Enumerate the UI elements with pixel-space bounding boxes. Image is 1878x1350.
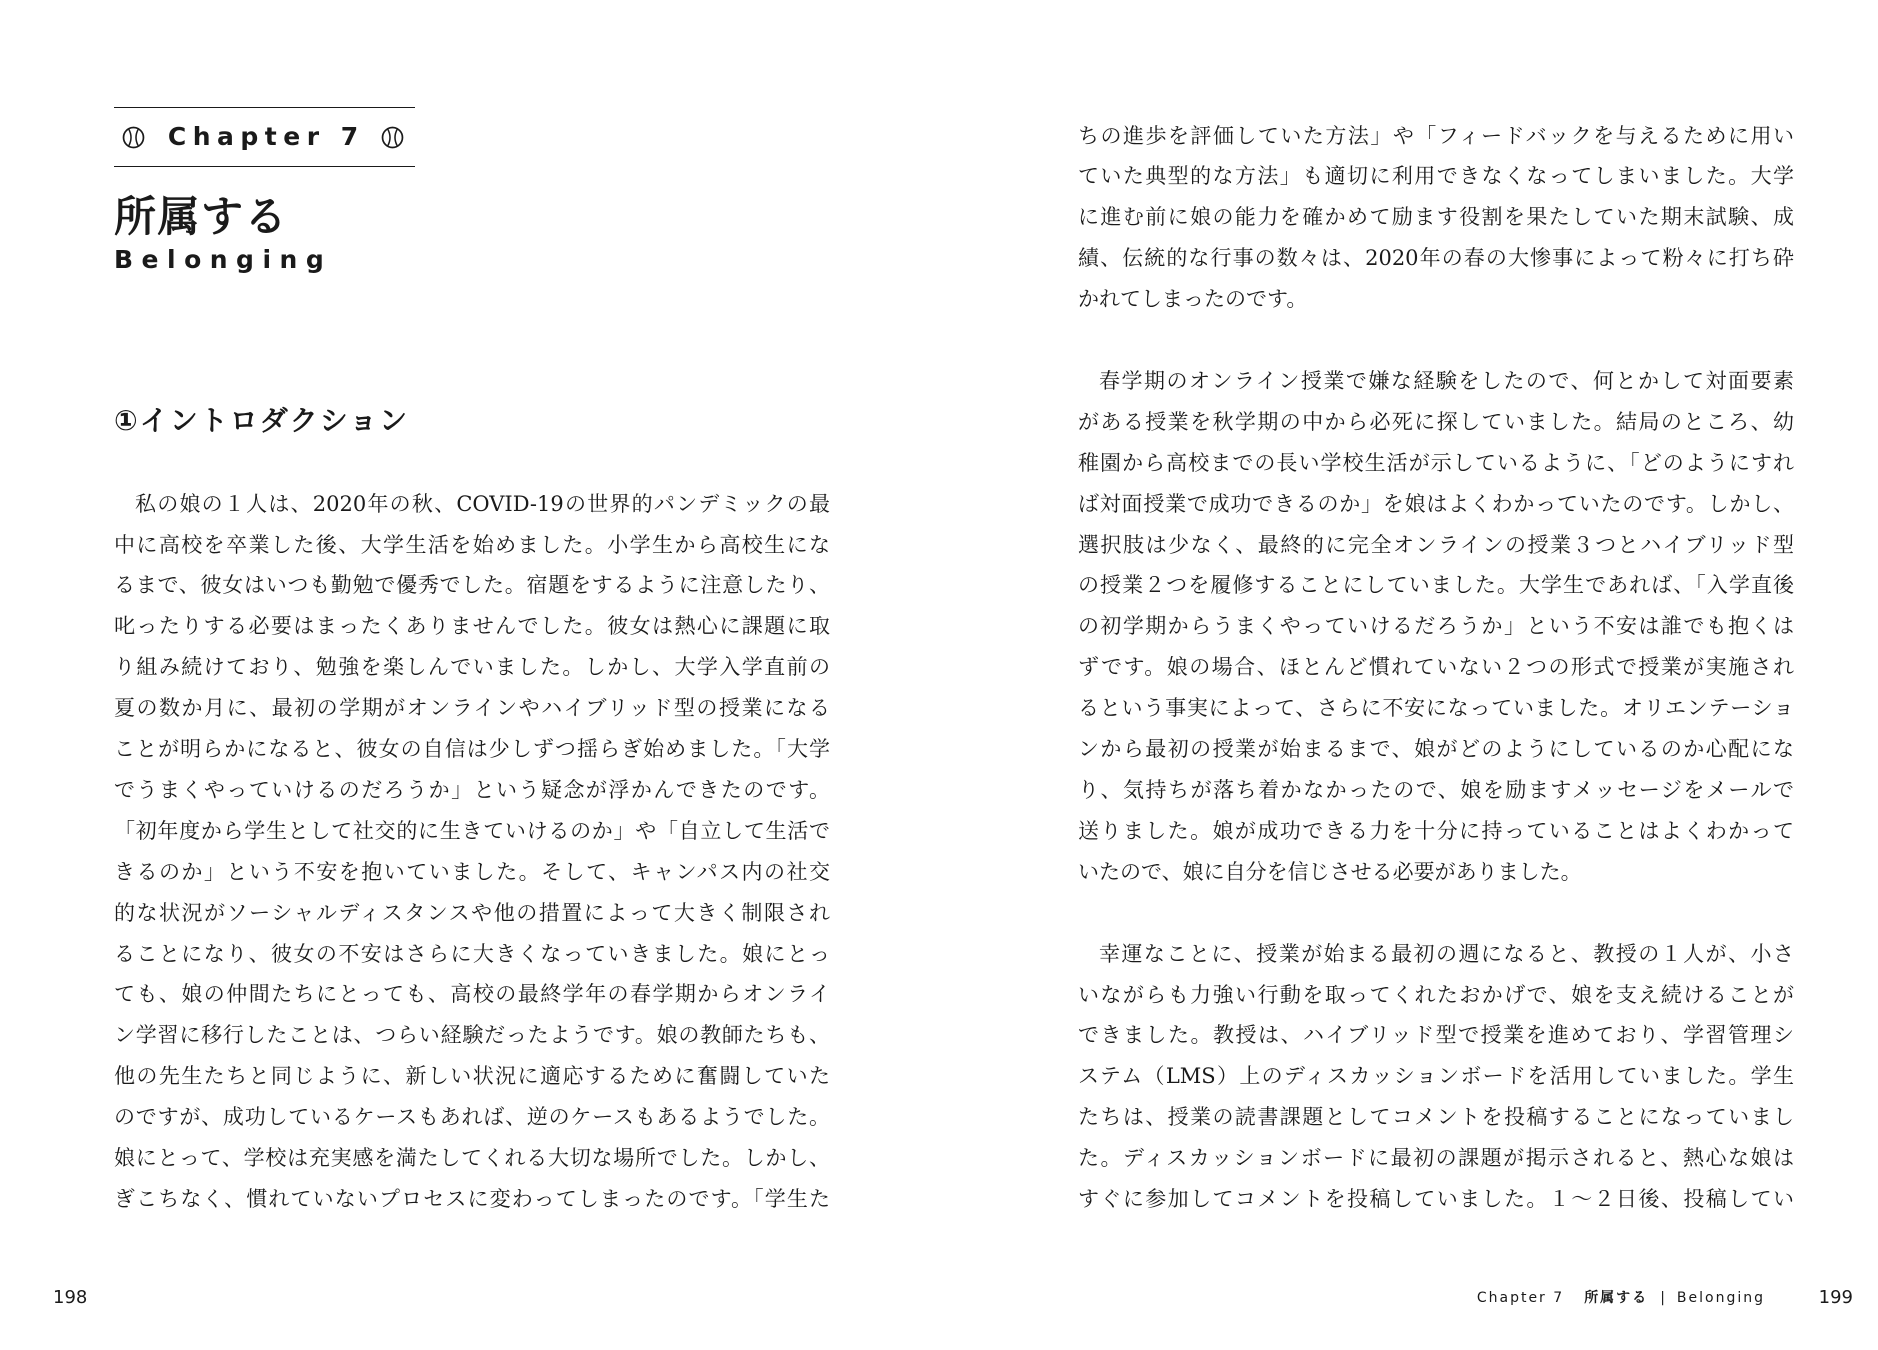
- body-paragraph: [1078, 934, 1794, 1220]
- body-line: 叱ったりする必要はまったくありませんでした。彼女は熱心に課題に取: [114, 614, 830, 639]
- body-line: るまで、彼女はいつも勤勉で優秀でした。宿題をするように注意したり、: [114, 573, 830, 598]
- running-footer: [1477, 1286, 1765, 1310]
- right-body-text: [1078, 116, 1794, 1220]
- baseball-icon: [122, 126, 145, 149]
- body-line: の初学期からうまくやっていけるだろうか」という不安は誰でも抱くは: [1078, 614, 1794, 639]
- chapter-header: [114, 107, 415, 167]
- chapter-label: Chapter 7: [167, 122, 365, 151]
- body-line: 他の先生たちと同じように、新しい状況に適応するために奮闘していた: [114, 1064, 830, 1089]
- body-line: り組み続けており、勉強を楽しんでいました。しかし、大学入学直前の: [114, 655, 830, 680]
- body-line: できました。教授は、ハイブリッド型で授業を進めており、学習管理シ: [1078, 1023, 1794, 1048]
- body-line: でうまくやっていけるのだろうか」という疑念が浮かんできたのです。: [114, 777, 830, 802]
- body-line: がある授業を秋学期の中から必死に探していました。結局のところ、幼: [1078, 409, 1794, 434]
- body-line: たちは、授業の読書課題としてコメントを投稿することになっていまし: [1078, 1105, 1794, 1130]
- body-line: 稚園から高校までの長い学校生活が示しているように、「どのようにすれ: [1078, 450, 1794, 475]
- body-line: 績、伝統的な行事の数々は、2020年の春の大惨事によって粉々に打ち砕: [1078, 246, 1794, 271]
- page-number: 199: [1818, 1287, 1853, 1308]
- footer-chapter-label: Chapter 7: [1476, 1290, 1565, 1306]
- body-line: に進む前に娘の能力を確かめて励ます役割を果たしていた期末試験、成: [1078, 205, 1794, 230]
- body-line: すぐに参加してコメントを投稿していました。１〜２日後、投稿してい: [1078, 1187, 1794, 1212]
- body-line: ン学習に移行したことは、つらい経験だったようです。娘の教師たちも、: [114, 1023, 830, 1048]
- baseball-icon: [381, 126, 404, 149]
- body-line: ば対面授業で成功できるのか」を娘はよくわかっていたのです。しかし、: [1078, 491, 1794, 516]
- chapter-title: 所属する: [114, 192, 289, 241]
- body-line: 選択肢は少なく、最終的に完全オンラインの授業３つとハイブリッド型: [1078, 532, 1794, 557]
- body-line: ずです。娘の場合、ほとんど慣れていない２つの形式で授業が実施され: [1078, 655, 1794, 680]
- body-line: 送りました。娘が成功できる力を十分に持っていることはよくわかって: [1078, 818, 1794, 843]
- section-heading: ①イントロダクション: [114, 404, 410, 437]
- body-line: ていた典型的な方法」も適切に利用できなくなってしまいました。大学: [1078, 164, 1794, 189]
- body-line: ても、娘の仲間たちにとっても、高校の最終学年の春学期からオンライ: [114, 982, 830, 1007]
- footer-chapter-title: 所属する: [1584, 1290, 1649, 1306]
- footer-separator: |: [1660, 1290, 1667, 1306]
- body-line: かれてしまったのです。: [1078, 287, 1308, 312]
- body-line: 的な状況がソーシャルディスタンスや他の措置によって大きく制限され: [114, 900, 830, 925]
- page-number: 198: [53, 1287, 88, 1308]
- body-line: 夏の数か月に、最初の学期がオンラインやハイブリッド型の授業になる: [114, 696, 830, 721]
- left-body-text: [114, 484, 830, 1220]
- body-line: 春学期のオンライン授業で嫌な経験をしたので、何とかして対面要素: [1099, 368, 1794, 393]
- body-line: ることになり、彼女の不安はさらに大きくなっていきました。娘にとっ: [114, 941, 830, 966]
- body-line: ステム（LMS）上のディスカッションボードを活用していました。学生: [1078, 1064, 1794, 1089]
- chapter-subtitle: Belonging: [114, 245, 333, 274]
- body-line: ことが明らかになると、彼女の自信は少しずつ揺らぎ始めました。「大学: [114, 737, 830, 762]
- body-line: きるのか」という不安を抱いていました。そして、キャンパス内の社交: [114, 859, 830, 884]
- body-line: た。ディスカッションボードに最初の課題が掲示されると、熱心な娘は: [1078, 1146, 1794, 1171]
- body-line: ぎこちなく、慣れていないプロセスに変わってしまったのです。「学生た: [114, 1187, 830, 1211]
- body-line: いたので、娘に自分を信じさせる必要がありました。: [1078, 859, 1582, 884]
- body-line: 幸運なことに、授業が始まる最初の週になると、教授の１人が、小さ: [1099, 941, 1794, 966]
- body-paragraph: [114, 484, 830, 1220]
- body-line: 「初年度から学生として社交的に生きていけるのか」や「自立して生活で: [114, 818, 830, 843]
- body-line: いながらも力強い行動を取ってくれたおかげで、娘を支え続けることが: [1078, 982, 1794, 1007]
- body-line: 娘にとって、学校は充実感を満たしてくれる大切な場所でした。しかし、: [114, 1146, 830, 1171]
- body-line: るという事実によって、さらに不安になっていました。オリエンテーショ: [1078, 696, 1794, 721]
- body-line: ちの進歩を評価していた方法」や「フィードバックを与えるために用い: [1078, 123, 1794, 148]
- body-paragraph: [1078, 116, 1794, 321]
- body-line: 私の娘の１人は、2020年の秋、COVID-19の世界的パンデミックの最: [135, 491, 830, 516]
- body-line: 中に高校を卒業した後、大学生活を始めました。小学生から高校生にな: [114, 532, 830, 557]
- body-paragraph: [1078, 361, 1794, 893]
- body-line: のですが、成功しているケースもあれば、逆のケースもあるようでした。: [114, 1105, 830, 1130]
- body-line: り、気持ちが落ち着かなかったので、娘を励ますメッセージをメールで: [1078, 777, 1794, 802]
- body-line: ンから最初の授業が始まるまで、娘がどのようにしているのか心配にな: [1078, 737, 1794, 762]
- body-line: の授業２つを履修することにしていました。大学生であれば、「入学直後: [1078, 573, 1794, 598]
- footer-chapter-subtitle: Belonging: [1676, 1290, 1765, 1306]
